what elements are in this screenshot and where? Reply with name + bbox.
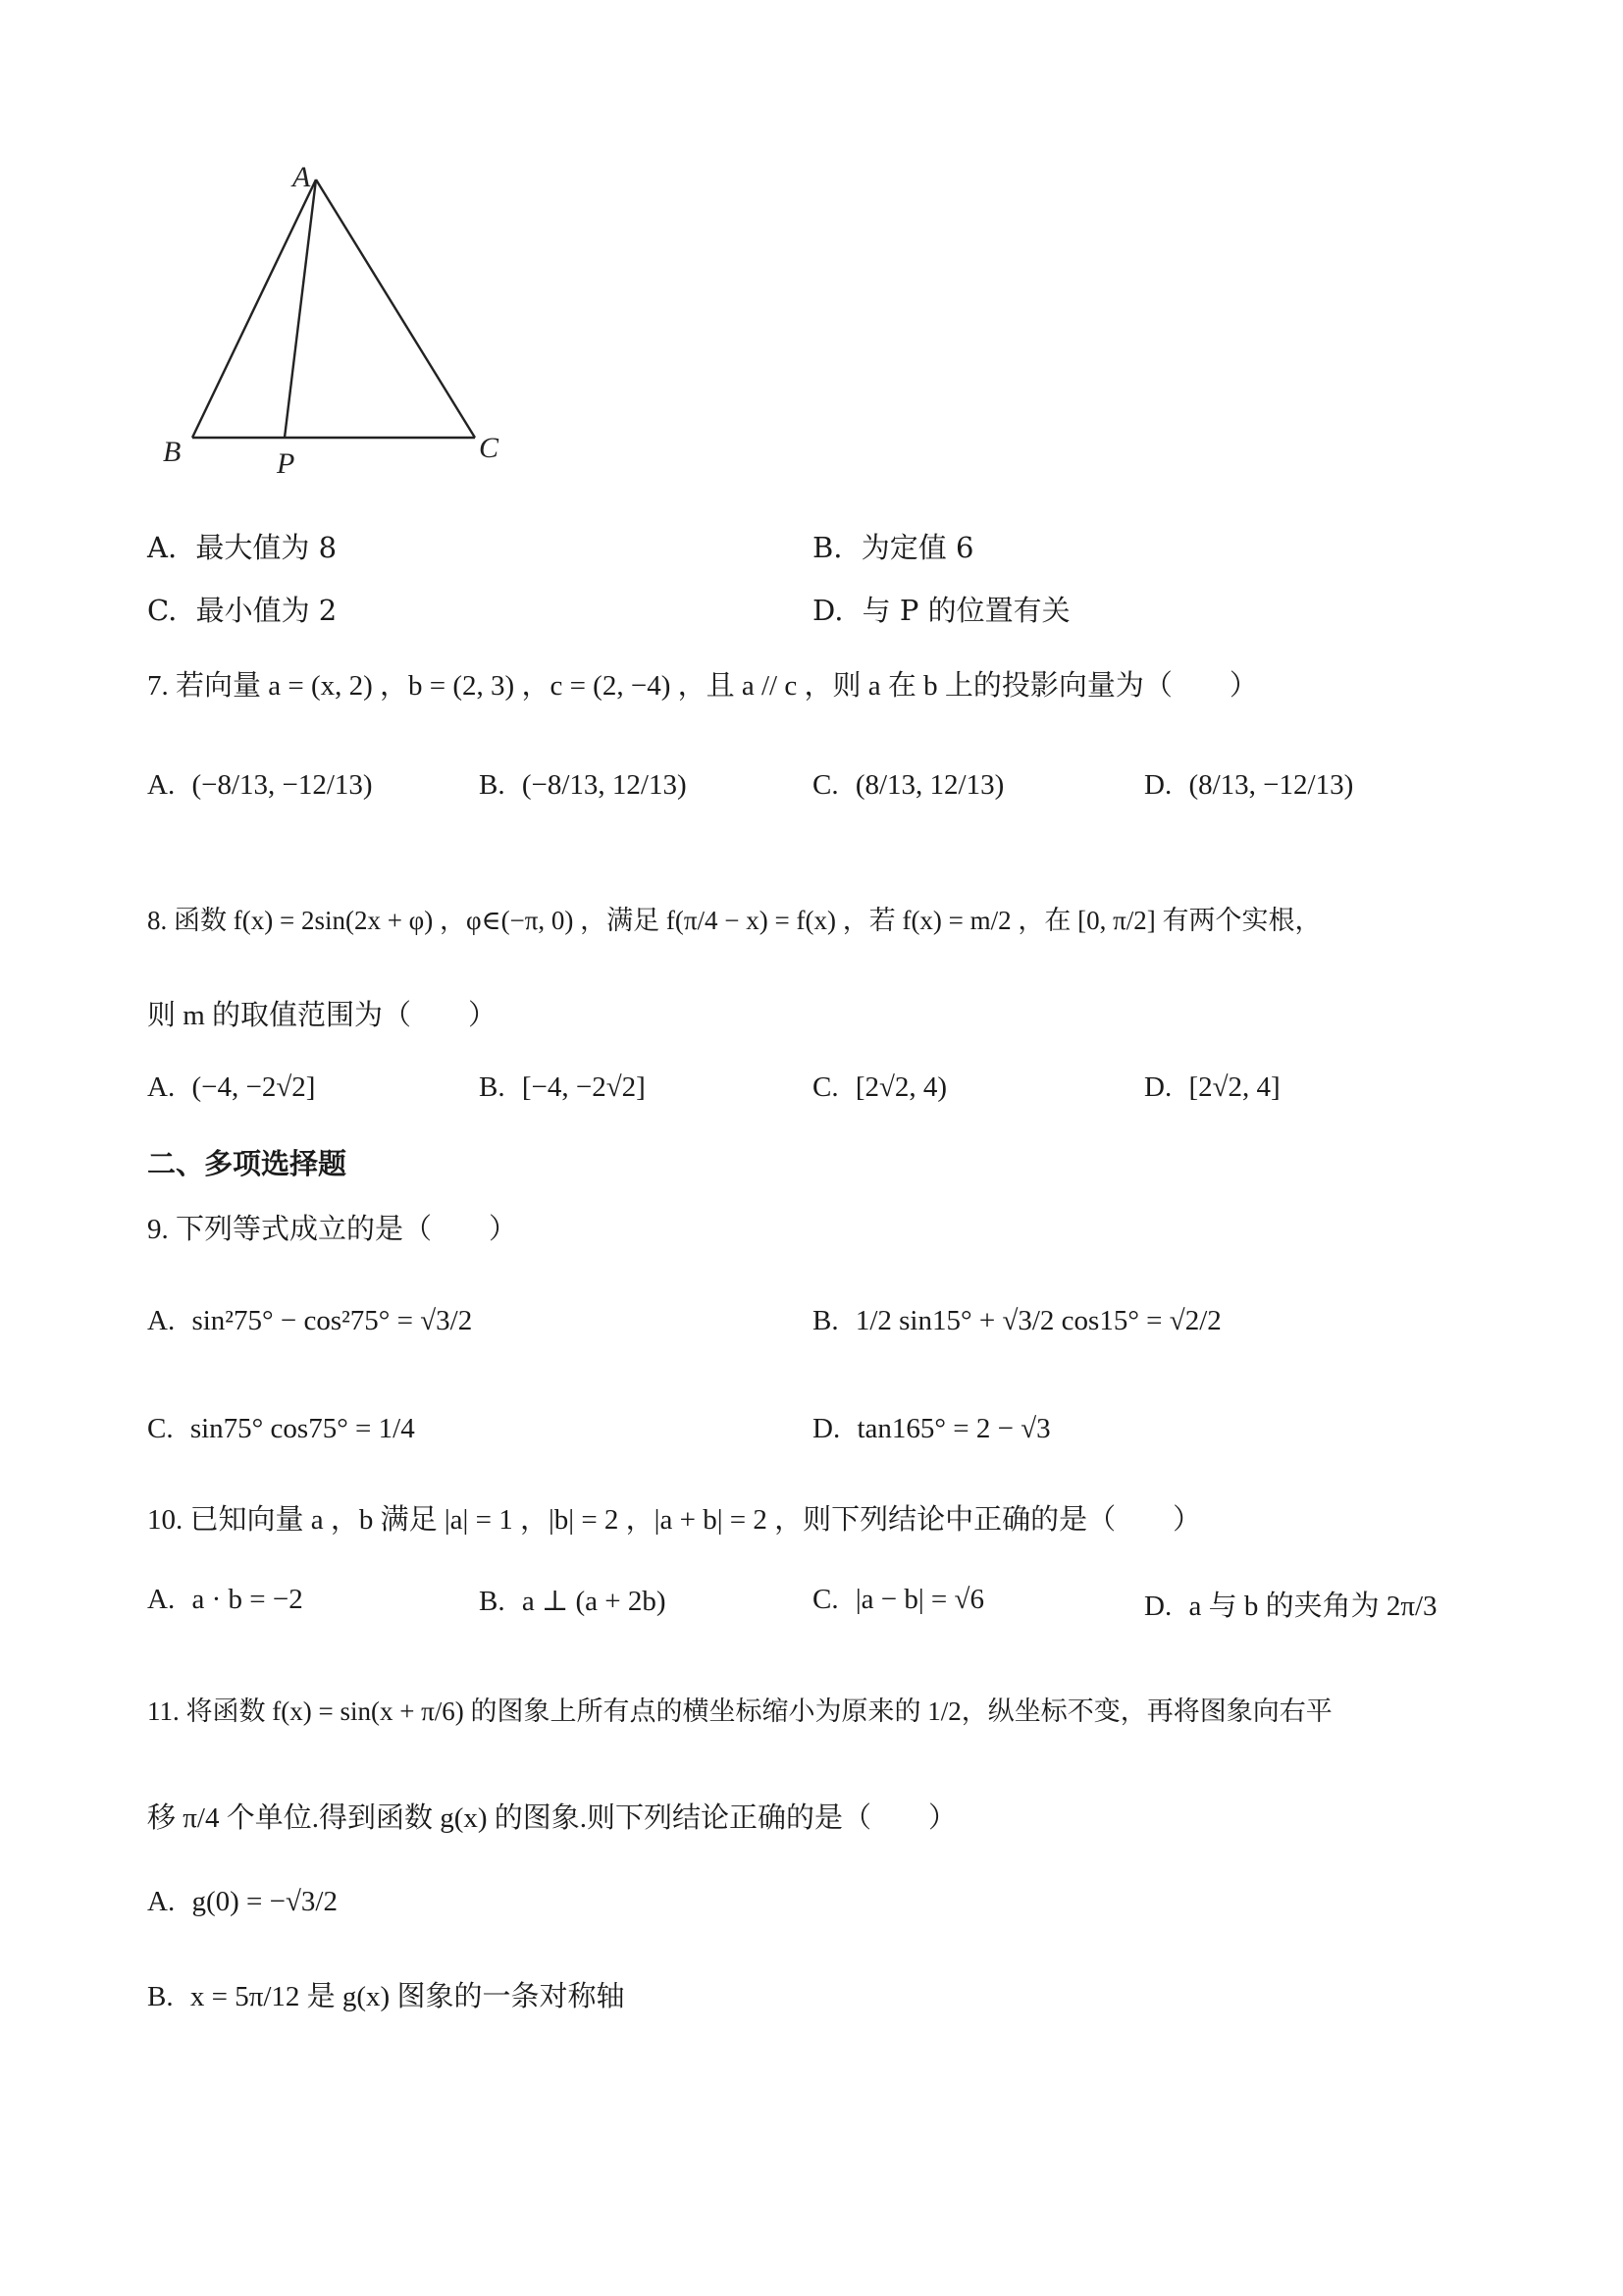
q7-option-a-text: (−8/13, −12/13) (191, 769, 373, 801)
q9-option-c (147, 1413, 415, 1445)
q11-stem-line1: 11. 将函数 f(x) = sin(x + π/6) 的图象上所有点的横坐标缩小为原来的 1/2，纵坐标不变，再将图象向右平 (147, 1696, 1333, 1726)
q7-stem: 7. 若向量 a = (x, 2) ，b = (2, 3) ，c = (2, −4) ，且 a // c ，则 a 在 b 上的投影向量为（ ） (147, 670, 1258, 702)
q9-stem: 9. 下列等式成立的是（ ） (147, 1214, 518, 1245)
q8-option-a (147, 1071, 315, 1104)
q8-stem-line2: 则 m 的取值范围为（ ） (147, 1000, 497, 1031)
q8-option-c-text: [2√2, 4) (855, 1071, 948, 1103)
side-ab (192, 180, 316, 438)
q8-stem-line1: 8. 函数 f(x) = 2sin(2x + φ) ，φ∈(−π, 0) ，满足 f(π/4 − x) = f(x) ，若 f(x) = m/2 ，在 [0, π/2] 有两个实根， (147, 906, 1322, 935)
q9-option-b (812, 1305, 1222, 1337)
q8-option-b-text: [−4, −2√2] (521, 1071, 646, 1103)
q10-option-d (1144, 1584, 1438, 1624)
q9-option-d (812, 1413, 1051, 1445)
q10-option-a-text: a · b = −2 (191, 1584, 303, 1615)
q10-option-a-label: A. (147, 1584, 176, 1615)
q8-option-b-label: B. (479, 1071, 505, 1103)
q8-option-d-text: [2√2, 4] (1188, 1071, 1281, 1103)
q9-option-d-label: D. (812, 1413, 841, 1444)
section-title: 二、多项选择题 (147, 1147, 347, 1180)
q8-option-c (812, 1071, 947, 1104)
q10-option-a (147, 1584, 303, 1616)
vertex-label-c: C (479, 432, 499, 464)
vertex-label-a: A (292, 161, 311, 193)
q10-option-c-label: C. (812, 1584, 839, 1615)
q10-option-c-text: |a − b| = √6 (855, 1584, 984, 1615)
q6-option-a (147, 526, 337, 566)
q9-option-b-text: 1/2 sin15° + √3/2 cos15° = √2/2 (855, 1305, 1222, 1336)
q7-option-c-text: (8/13, 12/13) (855, 769, 1005, 801)
q9-option-a-text: sin²75° − cos²75° = √3/2 (191, 1305, 473, 1336)
q8-option-a-label: A. (147, 1071, 176, 1103)
triangle-figure (157, 147, 530, 491)
q11-option-b-label: B. (147, 1981, 174, 2012)
q7-option-b (479, 769, 687, 802)
q6-option-d-text: 与 P 的位置有关 (862, 594, 1071, 627)
q10-option-d-label: D. (1144, 1591, 1173, 1622)
q6-option-b-label: B. (812, 531, 843, 564)
q9-option-c-label: C. (147, 1413, 174, 1444)
q6-option-d-label: D. (812, 594, 844, 627)
q10-stem: 10. 已知向量 a ，b 满足 |a| = 1 ，|b| = 2 ，|a + b| = 2 ，则下列结论中正确的是（ ） (147, 1504, 1202, 1536)
side-ac (316, 180, 475, 438)
q10-option-b-label: B. (479, 1586, 505, 1617)
q7-option-b-label: B. (479, 769, 505, 801)
q8-option-c-label: C. (812, 1071, 839, 1103)
q9-option-c-text: sin75° cos75° = 1/4 (189, 1413, 415, 1444)
q6-option-b-text: 为定值 6 (861, 531, 974, 564)
q6-option-c-label: C. (147, 594, 178, 627)
q11-option-a-label: A. (147, 1886, 176, 1917)
q9-option-b-label: B. (812, 1305, 839, 1336)
q9-option-a-label: A. (147, 1305, 176, 1336)
q7-option-a (147, 769, 373, 802)
q6-option-c (147, 589, 337, 629)
q7-option-d (1144, 769, 1353, 802)
q10-option-b-text: a ⊥ (a + 2b) (521, 1586, 666, 1617)
q9-option-a (147, 1305, 472, 1337)
q6-option-a-text: 最大值为 8 (195, 531, 338, 564)
vertex-label-b: B (163, 436, 182, 468)
q7-option-d-label: D. (1144, 769, 1173, 801)
segment-ap (285, 180, 316, 438)
q8-option-b (479, 1071, 646, 1104)
q8-option-d (1144, 1071, 1281, 1104)
q11-option-b-text: x = 5π/12 是 g(x) 图象的一条对称轴 (189, 1981, 625, 2012)
q10-option-b (479, 1584, 666, 1618)
q7-option-c (812, 769, 1004, 802)
q7-option-a-label: A. (147, 769, 176, 801)
q6-option-b (812, 526, 973, 566)
q11-option-a (147, 1886, 338, 1918)
q8-option-d-label: D. (1144, 1071, 1173, 1103)
q7-option-c-label: C. (812, 769, 839, 801)
q11-stem-line2: 移 π/4 个单位.得到函数 g(x) 的图象.则下列结论正确的是（ ） (147, 1802, 958, 1834)
q10-option-d-text: a 与 b 的夹角为 2π/3 (1188, 1591, 1438, 1622)
q10-option-c (812, 1584, 984, 1616)
q7-option-d-text: (8/13, −12/13) (1188, 769, 1354, 801)
q11-option-b (147, 1974, 624, 2014)
q6-option-d (812, 589, 1071, 629)
q6-option-a-label: A. (147, 531, 178, 564)
point-label-p: P (277, 447, 295, 480)
q9-option-d-text: tan165° = 2 − √3 (857, 1413, 1051, 1444)
q8-option-a-text: (−4, −2√2] (191, 1071, 316, 1103)
q11-option-a-text: g(0) = −√3/2 (191, 1886, 338, 1917)
q6-option-c-text: 最小值为 2 (195, 594, 338, 627)
q7-option-b-text: (−8/13, 12/13) (521, 769, 687, 801)
